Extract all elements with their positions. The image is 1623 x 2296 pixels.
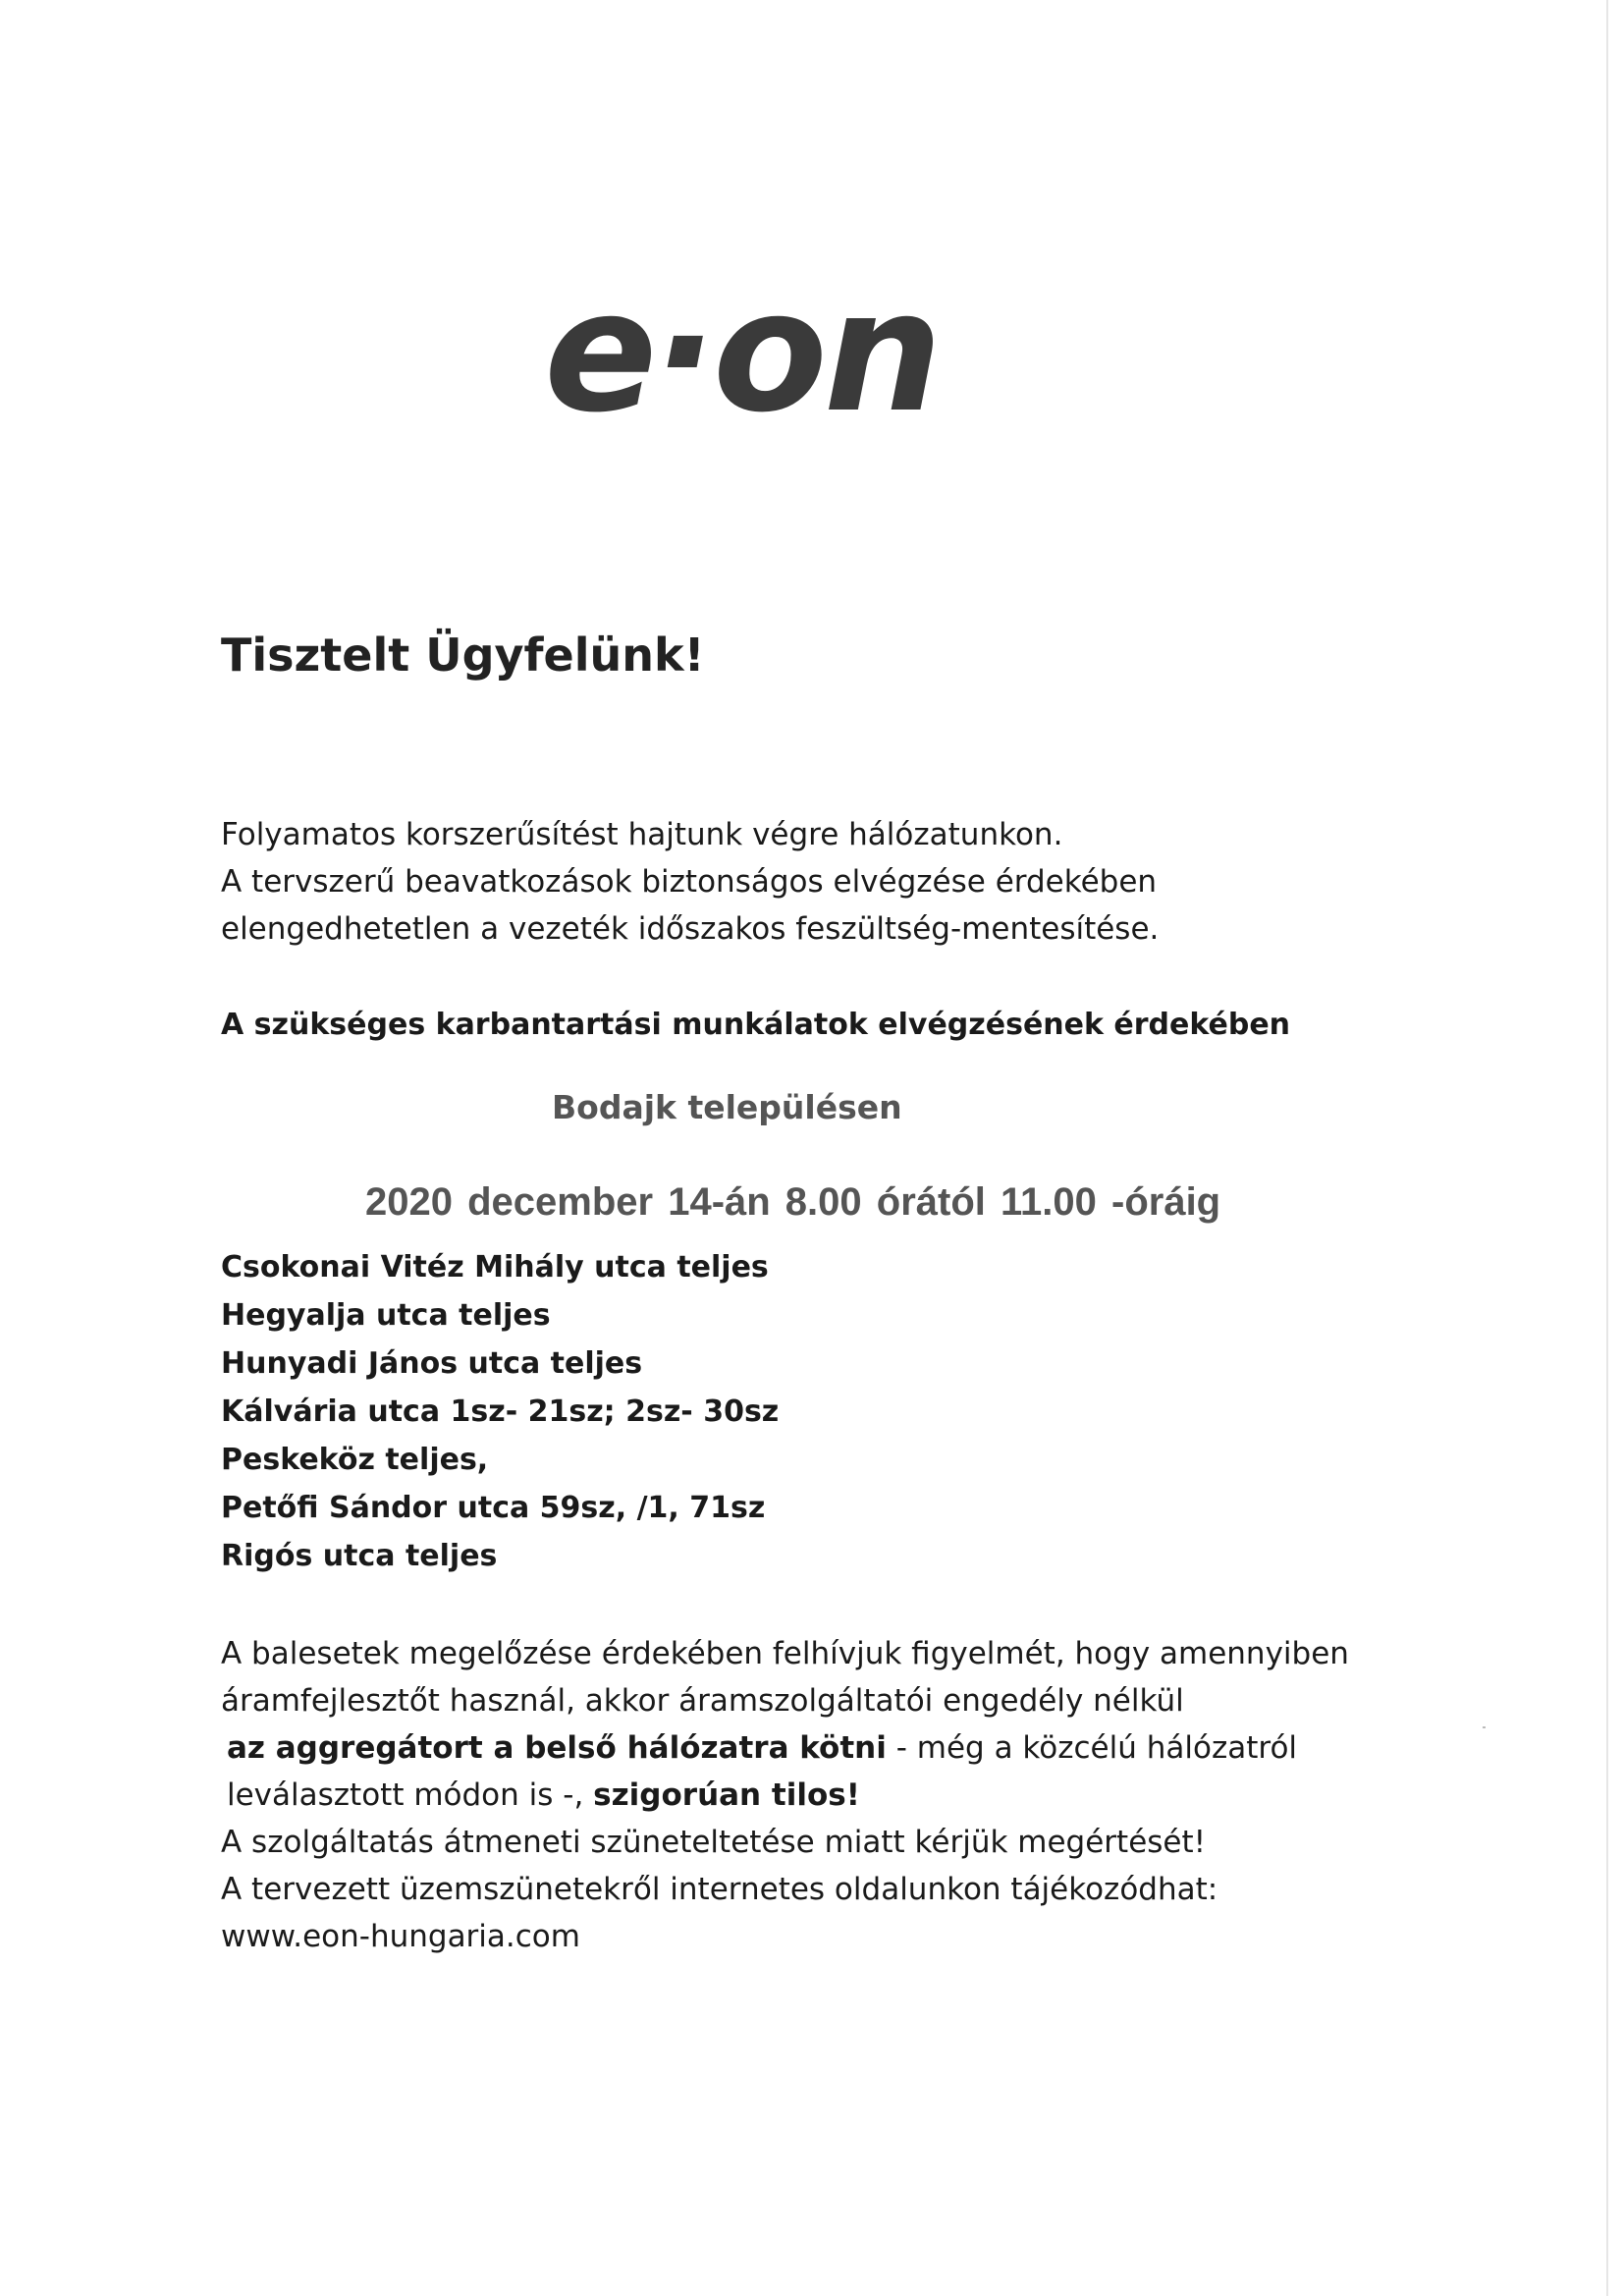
notice-bold-text: szigorúan tilos! xyxy=(593,1777,860,1813)
eon-logo xyxy=(496,280,987,432)
notice-line: A balesetek megelőzése érdekében felhívjuk figyelmét, hogy amennyiben xyxy=(221,1636,1349,1671)
salutation-heading: Tisztelt Ügyfelünk! xyxy=(221,629,705,682)
street-item: Rigós utca teljes xyxy=(221,1539,498,1573)
street-item: Csokonai Vitéz Mihály utca teljes xyxy=(221,1250,769,1285)
website-url: www.eon-hungaria.com xyxy=(221,1919,580,1954)
scan-edge-line xyxy=(1606,0,1608,2296)
street-item: Peskeköz teljes, xyxy=(221,1443,489,1477)
street-item: Hunyadi János utca teljes xyxy=(221,1346,643,1381)
intro-line: elengedhetetlen a vezeték időszakos feszültség-mentesítése. xyxy=(221,911,1160,947)
location-title: Bodajk településen xyxy=(552,1088,902,1126)
outage-datetime: 2020 december 14-án 8.00 órától 11.00 -óráig xyxy=(365,1180,1221,1224)
svg-text:e·on: e·on xyxy=(544,280,939,432)
street-item: Hegyalja utca teljes xyxy=(221,1298,551,1333)
intro-line: A tervszerű beavatkozások biztonságos elvégzése érdekében xyxy=(221,864,1158,900)
street-item: Kálvária utca 1sz- 21sz; 2sz- 30sz xyxy=(221,1394,780,1429)
notice-text: leválasztott módon is -, xyxy=(227,1777,594,1813)
notice-text: - még a közcélú hálózatról xyxy=(886,1730,1298,1766)
affected-streets-list xyxy=(221,1243,1203,1580)
notice-line: áramfejlesztőt használ, akkor áramszolgáltatói engedély nélkül xyxy=(221,1683,1184,1719)
notice-line: A tervezett üzemszünetekről internetes oldalunkon tájékozódhat: xyxy=(221,1872,1218,1907)
notice-bold-text: az aggregátort a belső hálózatra kötni xyxy=(227,1730,887,1766)
safety-notice xyxy=(221,1630,1576,1960)
maintenance-heading: A szükséges karbantartási munkálatok elvégzésének érdekében xyxy=(221,1008,1291,1042)
notice-line xyxy=(221,1724,1576,1772)
notice-line xyxy=(221,1772,1576,1819)
street-item: Petőfi Sándor utca 59sz, /1, 71sz xyxy=(221,1491,766,1525)
intro-line: Folyamatos korszerűsítést hajtunk végre hálózatunkon. xyxy=(221,817,1063,852)
intro-paragraph xyxy=(221,811,1497,953)
notice-line: A szolgáltatás átmeneti szüneteltetése miatt kérjük megértését! xyxy=(221,1825,1207,1860)
